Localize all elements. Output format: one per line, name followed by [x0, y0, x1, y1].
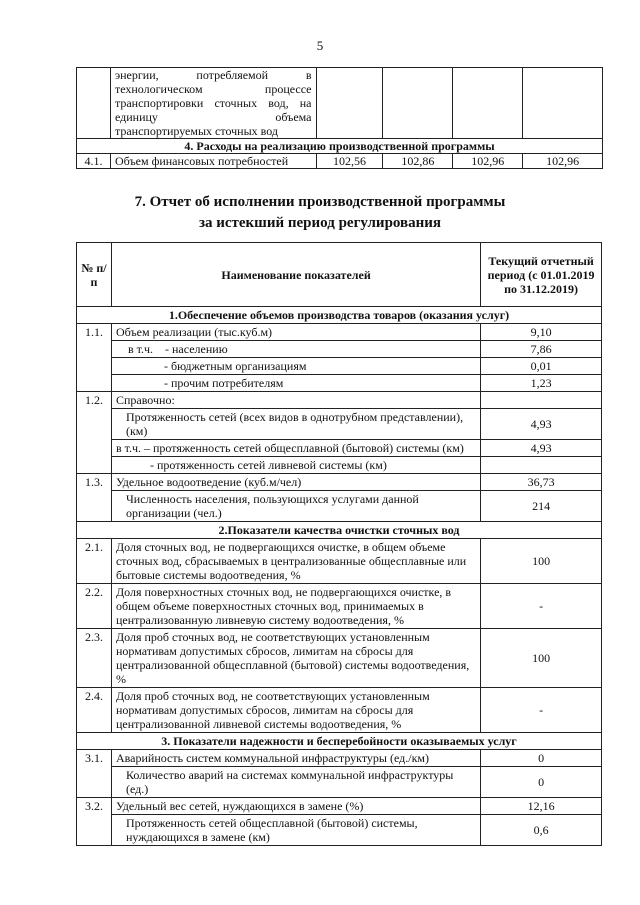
- table-row: в т.ч. - населению 7,86: [77, 341, 602, 358]
- table-row: 1.1. Объем реализации (тыс.куб.м) 9,10: [77, 324, 602, 341]
- table-row: Количество аварий на системах коммунальной инфраструктуры (ед.) 0: [77, 767, 602, 798]
- header-row: [77, 243, 602, 307]
- table-row: 1.2. Справочно:: [77, 392, 602, 409]
- table-row: - прочим потребителям 1,23: [77, 375, 602, 392]
- top-table: [76, 67, 603, 169]
- table-row: Протяженность сетей общесплавной (бытовой) системы, нуждающихся в замене (км) 0,6: [77, 815, 602, 846]
- section-header-row: 3. Показатели надежности и бесперебойности оказываемых услуг: [77, 733, 602, 750]
- section-title: 7. Отчет об исполнении производственной программы за истекший период регулирования: [134, 194, 506, 231]
- header-num: № п/п: [77, 243, 112, 307]
- table-row: [77, 68, 603, 139]
- section-header-row: 2.Показатели качества очистки сточных вод: [77, 522, 602, 539]
- table-row: 4.1. Объем финансовых потребностей 102,56 102,86 102,96 102,96: [77, 154, 603, 169]
- table-row: 2.3. Доля проб сточных вод, не соответствующих установленным нормативам допустимых сбросов, лимитам на сбросы для централизованной общесплавной (бытовой) системы водоотведения, % 100: [77, 629, 602, 688]
- energy-description: энергии, потребляемой в технологическом процессе транспортировки сточных вод, на единицу объема транспортируемых сточных вод: [110, 68, 316, 139]
- section-header-row: [77, 139, 603, 154]
- table-row: 3.1. Аварийность систем коммунальной инфраструктуры (ед./км) 0: [77, 750, 602, 767]
- table-row: 3.2. Удельный вес сетей, нуждающихся в замене (%) 12,16: [77, 798, 602, 815]
- header-period: Текущий отчетный период (с 01.01.2019 по 31.12.2019): [481, 243, 602, 307]
- page-number: 5: [316, 38, 324, 53]
- header-name: Наименование показателей: [111, 243, 480, 307]
- section-header-row: 1.Обеспечение объемов производства товаров (оказания услуг): [77, 307, 602, 324]
- table-row: 2.1. Доля сточных вод, не подвергающихся очистке, в общем объеме сточных вод, сбрасываемых в централизованные общесплавные или бытовые системы водоотведения, % 100: [77, 539, 602, 584]
- table-row: в т.ч. – протяженность сетей общесплавной (бытовой) системы (км) 4,93: [77, 440, 602, 457]
- report-table: [76, 242, 602, 846]
- table-row: - протяженность сетей ливневой системы (км): [77, 457, 602, 474]
- table-row: 1.3. Удельное водоотведение (куб.м/чел) 36,73: [77, 474, 602, 491]
- table-row: 2.2. Доля поверхностных сточных вод, не подвергающихся очистке, в общем объеме поверхностных сточных вод, принимаемых в централизованную ливневую систему водоотведения, % -: [77, 584, 602, 629]
- table-row: - бюджетным организациям 0,01: [77, 358, 602, 375]
- table-row: 2.4. Доля проб сточных вод, не соответствующих установленным нормативам допустимых сбросов, лимитам на сбросы для централизованной ливневой системы водоотведения, % -: [77, 688, 602, 733]
- section4-header: 4. Расходы на реализацию производственной программы: [77, 139, 603, 154]
- table-row: Протяженность сетей (всех видов в однотрубном представлении), (км) 4,93: [77, 409, 602, 440]
- table-row: Численность населения, пользующихся услугами данной организации (чел.) 214: [77, 491, 602, 522]
